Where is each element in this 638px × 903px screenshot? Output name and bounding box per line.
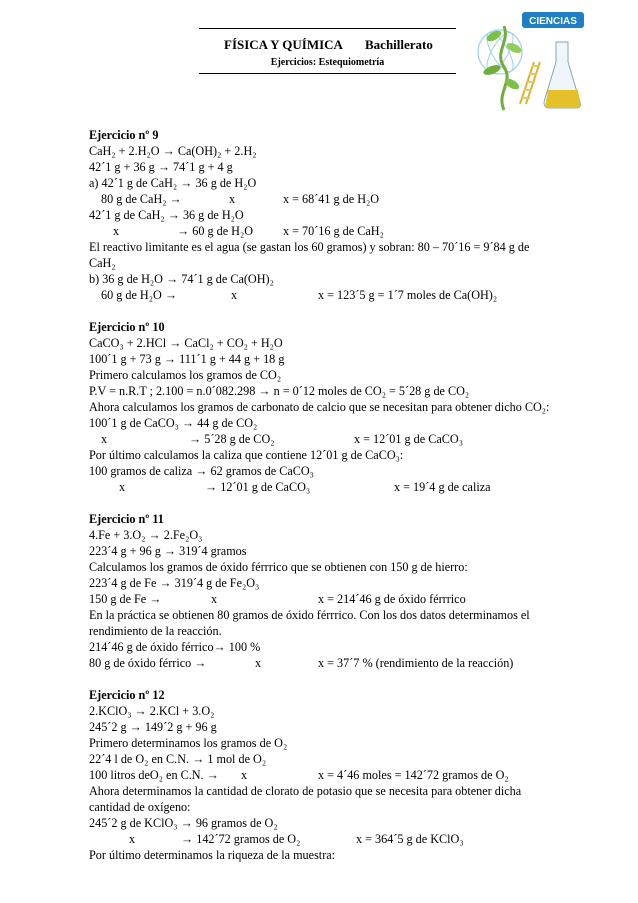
ex11-proportion-2: 80 g de óxido férrico → x x = 37´7 % (rendimiento de la reacción) (89, 656, 514, 670)
ex12-masses: 245´2 g → 149´2 g + 96 g (89, 720, 217, 734)
ex10-proportion-1: x → 5´28 g de CO₂ x = 12´01 g de CaCO₃ (101, 432, 463, 446)
ex10-gas-law: P.V = n.R.T ; 2.100 = n.0´082.298 → n = 0´12 moles de CO₂ = 5´28 g de CO₂ (89, 384, 470, 398)
ex9-proportion-3: 60 g de H₂O → x x = 123´5 g = 1´7 moles de Ca(OH)₂ (101, 288, 498, 302)
ex12-proportion-1: 100 litros deO₂ en C.N. → x x = 4´46 moles = 142´72 gramos de O₂ (89, 768, 509, 782)
header-subtitle: Ejercicios: Estequiometría (270, 57, 385, 68)
ex10-step-3: Por último calculamos la caliza que contiene 12´01 g de CaCO₃: (89, 448, 404, 462)
ex10-masses: 100´1 g + 73 g → 111´1 g + 44 g + 18 g (89, 352, 285, 366)
ex11-step-1: Calculamos los gramos de óxido férrrico que se obtienen con 150 g de hierro: (89, 560, 468, 574)
ciencias-logo (474, 12, 586, 114)
ex10-step-1: Primero calculamos los gramos de CO₂ (89, 368, 282, 382)
exercise-9-title: Ejercicio nº 9 (89, 128, 159, 142)
ex12-step-2: Ahora determinamos la cantidad de clorato de potasio que se necesita para obtener dicha cantidad de oxígeno: (89, 784, 522, 814)
ex10-ratio: 100´1 g de CaCO₃ → 44 g de CO₂ (89, 416, 258, 430)
ex11-ratio-2: 214´46 g de óxido férrico→ 100 % (89, 640, 261, 654)
ex9-limiting-reagent: El reactivo limitante es el agua (se gastan los 60 gramos) y sobran: 80 – 70´16 = 9´84 g de CaH₂ (89, 240, 530, 270)
ex11-proportion-1: 150 g de Fe → x x = 214´46 g de óxido férrrico (89, 592, 466, 606)
ex11-ratio: 223´4 g de Fe → 319´4 g de Fe₂O₃ (89, 576, 260, 590)
vine-icon (501, 26, 507, 110)
ex11-step-2: En la práctica se obtienen 80 gramos de óxido férrrico. Con los dos datos determinamos el rendimiento de la reacción. (89, 608, 530, 638)
ex10-ratio-2: 100 gramos de caliza → 62 gramos de CaCO₃ (89, 464, 314, 478)
header-subject: FÍSICA Y QUÍMICA (224, 37, 343, 52)
ex9-part-b: b) 36 g de H₂O → 74´1 g de Ca(OH)₂ (89, 272, 274, 286)
ex10-equation: CaCO₃ + 2.HCl → CaCl₂ + CO₂ + H₂O (89, 336, 283, 350)
header-level: Bachillerato (365, 37, 433, 52)
ex12-ratio: 22´4 l de O₂ en C.N. → 1 mol de O₂ (89, 752, 267, 766)
ex10-step-2: Ahora calculamos los gramos de carbonato de calcio que se necesitan para obtener dicho CO₂: (89, 400, 550, 414)
ex9-proportion-1: 80 g de CaH₂ → x x = 68´41 g de H₂O (101, 192, 380, 206)
ex12-step-3: Por último determinamos la riqueza de la muestra: (89, 848, 336, 862)
exercise-11-title: Ejercicio nº 11 (89, 512, 164, 526)
header-top-rule (199, 28, 456, 29)
exercise-content (89, 127, 559, 863)
ex9-proportion-2: x → 60 g de H₂O x = 70´16 g de CaH₂ (113, 224, 384, 238)
header-bottom-rule (199, 73, 456, 74)
ex11-masses: 223´4 g + 96 g → 319´4 gramos (89, 544, 247, 558)
ex12-equation: 2.KClO₃ → 2.KCl + 3.O₂ (89, 704, 215, 718)
ex12-proportion-2: x → 142´72 gramos de O₂ x = 364´5 g de KClO₃ (129, 832, 464, 846)
exercise-12-title: Ejercicio nº 12 (89, 688, 165, 702)
ex10-proportion-2: x → 12´01 g de CaCO₃ x = 19´4 g de caliza (119, 480, 491, 494)
ex9-part-a: a) 42´1 g de CaH₂ → 36 g de H₂O (89, 176, 257, 190)
ex9-masses: 42´1 g + 36 g → 74´1 g + 4 g (89, 160, 233, 174)
ex9-equation: CaH₂ + 2.H₂O → Ca(OH)₂ + 2.H₂ (89, 144, 257, 158)
ex12-step-1: Primero determinamos los gramos de O₂ (89, 736, 288, 750)
logo-label: CIENCIAS (529, 16, 577, 27)
ex11-equation: 4.Fe + 3.O₂ → 2.Fe₂O₃ (89, 528, 203, 542)
exercise-10-title: Ejercicio nº 10 (89, 320, 165, 334)
ex9-ratio: 42´1 g de CaH₂ → 36 g de H₂O (89, 208, 244, 222)
ex12-ratio-2: 245´2 g de KClO₃ → 96 gramos de O₂ (89, 816, 278, 830)
